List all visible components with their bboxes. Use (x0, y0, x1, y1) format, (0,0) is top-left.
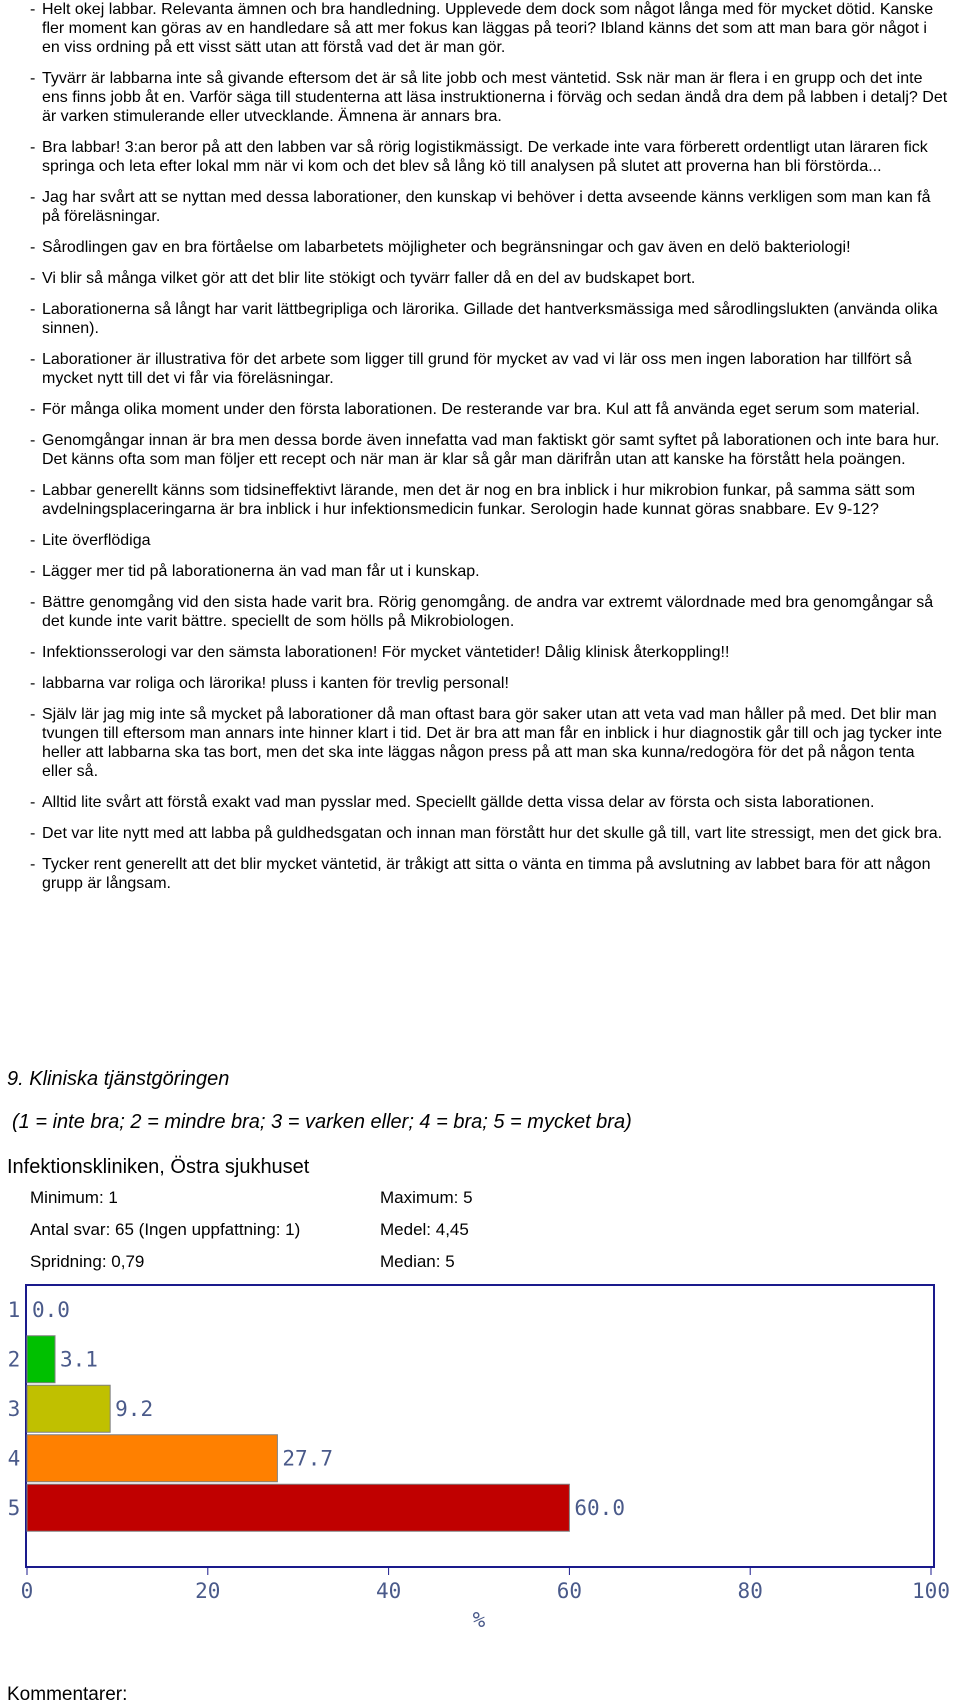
comment-item: - Infektionsserologi var den sämsta laborationen! För mycket väntetider! Dålig klinisk återkoppling!! (0, 643, 960, 662)
comment-item: - Sårodlingen gav en bra förtåelse om labarbetets möjligheter och begränsningar och gav även en delö bakteriologi! (0, 238, 960, 257)
bar-value-label: 3.1 (60, 1347, 98, 1372)
comment-item: - Bättre genomgång vid den sista hade varit bra. Rörig genomgång. de andra var extremt välordnade med bra genomgångar så det kunde inte varit bättre. speciellt de som hölls på Mikrobiologen. (0, 593, 960, 631)
comment-item: - Lägger mer tid på laborationerna än vad man får ut i kunskap. (0, 562, 960, 581)
comment-item: - labbarna var roliga och lärorika! pluss i kanten för trevlig personal! (0, 674, 960, 693)
bar-5 (27, 1484, 569, 1531)
comment-item: - Lite överflödiga (0, 531, 960, 550)
x-tick-label: 80 (737, 1579, 763, 1603)
x-tick-label: 100 (912, 1579, 950, 1603)
scale-note: (1 = inte bra; 2 = mindre bra; 3 = varken eller; 4 = bra; 5 = mycket bra) (12, 1111, 632, 1133)
x-tick-label: 0 (20, 1579, 34, 1603)
x-tick-label: 20 (195, 1579, 221, 1603)
comment-item: - Vi blir så många vilket gör att det blir lite stökigt och tyvärr faller då en del av budskapet bort. (0, 269, 960, 288)
bar-value-label: 60.0 (574, 1495, 625, 1520)
stat-minimum: Minimum: 1 (30, 1188, 118, 1207)
bar-2 (27, 1336, 55, 1383)
stat-spread: Spridning: 0,79 (30, 1252, 145, 1271)
comment-item: - Tycker rent generellt att det blir mycket väntetid, är tråkigt att sitta o vänta en timma på avslutning av labbet bara för att någon grupp är långsam. (0, 855, 960, 893)
comment-item: - Jag har svårt att se nyttan med dessa laborationer, den kunskap vi behöver i detta avseende känns verkligen som man kan få på föreläsningar. (0, 188, 960, 226)
stat-answers: Antal svar: 65 (Ingen uppfattning: 1) (30, 1220, 301, 1239)
x-tick-label: 40 (375, 1579, 402, 1603)
comment-item: - Labbar generellt känns som tidsineffektivt lärande, men det är nog en bra inblick i hur mikrobion funkar, på samma sätt som avdelningsplaceringarna är bra inblick i hur infektionsmedicin funkar. Serologin hade kunnat göras snabbare. Ev 9-12? (0, 481, 960, 519)
x-tick-label: 60 (556, 1579, 583, 1603)
comment-item: - Laborationer är illustrativa för det arbete som ligger till grund för mycket av vad vi lär oss men ingen laboration har tillfört så mycket nytt till det vi får via föreläsningar. (0, 350, 960, 388)
comment-item: - Bra labbar! 3:an beror på att den labben var så rörig logistikmässigt. De verkade inte vara förberett ordentligt utan läraren fick springa och leta efter lokal mm när vi kom och det blev så lång kö till analysen på slutet att proverna han bli förstörda... (0, 138, 960, 176)
y-tick-label: 4 (7, 1446, 21, 1471)
stat-mean: Medel: 4,45 (380, 1220, 469, 1239)
y-tick-label: 1 (7, 1297, 21, 1322)
stat-maximum: Maximum: 5 (380, 1188, 473, 1207)
y-tick-label: 2 (7, 1347, 21, 1372)
bar-value-label: 27.7 (282, 1446, 333, 1471)
bar-4 (27, 1435, 277, 1482)
bar-value-label: 0.0 (32, 1297, 70, 1322)
comment-item: - Alltid lite svårt att förstå exakt vad man pysslar med. Speciellt gällde detta vissa delar av första och sista laborationen. (0, 793, 960, 812)
clinic-title: Infektionskliniken, Östra sjukhuset (7, 1156, 310, 1178)
stat-median: Median: 5 (380, 1252, 455, 1271)
bar-value-label: 9.2 (115, 1396, 154, 1421)
comment-item: - Laborationerna så långt har varit lättbegripliga och lärorika. Gillade det hantverksmässiga med sårodlingslukten (använda olika sinnen). (0, 300, 960, 338)
rating-bar-chart (0, 1270, 960, 1630)
comment-item: - Det var lite nytt med att labba på guldhedsgatan och innan man förstått hur det skulle gå till, vart lite stressigt, men det gick bra. (0, 824, 960, 843)
comment-item: - Själv lär jag mig inte så mycket på laborationer då man oftast bara gör saker utan att veta vad man håller på med. Det blir man tvungen till eftersom man annars inte hinner klart i tid. Det är bra att man får en inblick i hur diagnostik går till och jag tycker inte heller att labbarna ska tas bort, men det ska inte läggas någon press på att man ska kunna/redogöra för det på någon tenta eller så. (0, 705, 960, 781)
x-axis-label: % (472, 1608, 486, 1630)
bar-3 (27, 1385, 110, 1432)
comment-item: - För många olika moment under den första laborationen. De resterande var bra. Kul att få använda eget serum som material. (0, 400, 960, 419)
section-title: 9. Kliniska tjänstgöringen (7, 1068, 230, 1090)
comment-item: - Tyvärr är labbarna inte så givande eftersom det är så lite jobb och mest väntetid. Ssk när man är flera i en grupp och det inte ens finns jobb åt en. Varför säga till studenterna att läsa instruktionerna i förväg och sedan ändå dra dem på labben i detalj? Det är varken stimulerande eller utvecklande. Ämnena är annars bra. (0, 69, 960, 126)
y-tick-label: 5 (7, 1495, 21, 1520)
comment-item: - Genomgångar innan är bra men dessa borde även innefatta vad man faktiskt gör samt syftet på laborationen och inte bara hur. Det känns ofta som man följer ett recept och när man är klar så går man därifrån utan att kanske ha förstått hela poängen. (0, 431, 960, 469)
comment-item: - Helt okej labbar. Relevanta ämnen och bra handledning. Upplevede dem dock som något långa med för mycket dötid. Kanske fler moment kan göras av en handledare så att mer fokus kan läggas på teori? Ibland känns det som att man bara gör något i en viss ordning på ett visst sätt utan att förstå vad det är man gör. (0, 0, 960, 57)
y-tick-label: 3 (7, 1396, 21, 1421)
comments-label: Kommentarer: (7, 1684, 128, 1705)
